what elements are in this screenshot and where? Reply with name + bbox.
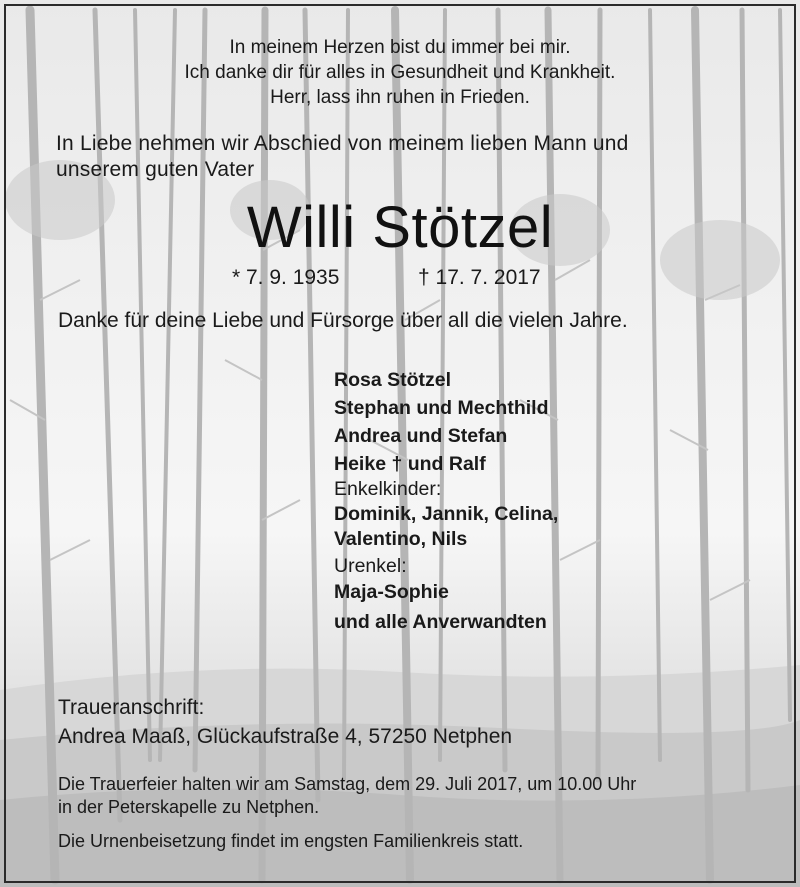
- verse-line-2: Ich danke dir für alles in Gesundheit und Krankheit.: [184, 62, 616, 83]
- family-child-2: Andrea und Stefan: [334, 425, 508, 447]
- grandchildren-line-1: Dominik, Jannik, Celina,: [334, 503, 559, 525]
- great-grandchildren-label: Urenkel:: [334, 555, 407, 577]
- intro-line-2: unserem guten Vater: [56, 158, 255, 181]
- family-wife: Rosa Stötzel: [334, 369, 452, 391]
- grandchildren-label: Enkelkinder:: [334, 478, 442, 500]
- verse-line-1: In meinem Herzen bist du immer bei mir.: [229, 37, 571, 58]
- ceremony-note-line-2: in der Peterskapelle zu Netphen.: [58, 797, 320, 817]
- family-child-3: Heike † und Ralf: [334, 453, 486, 475]
- intro-line-1: In Liebe nehmen wir Abschied von meinem lieben Mann und: [56, 132, 629, 155]
- burial-note: Die Urnenbeisetzung findet im engsten Familienkreis statt.: [58, 831, 524, 851]
- family-child-1: Stephan und Mechthild: [334, 397, 549, 419]
- death-date: † 17. 7. 2017: [418, 266, 541, 289]
- family-list: [334, 366, 558, 636]
- birth-date: * 7. 9. 1935: [232, 266, 340, 289]
- grandchildren-line-2: Valentino, Nils: [334, 528, 468, 550]
- deceased-name: Willi Stötzel: [246, 195, 554, 260]
- thanks-text: Danke für deine Liebe und Fürsorge über all die vielen Jahre.: [58, 309, 628, 332]
- address-label: Traueranschrift:: [58, 696, 205, 719]
- great-grandchild-1: Maja-Sophie: [334, 581, 449, 603]
- ceremony-note-line-1: Die Trauerfeier halten wir am Samstag, dem 29. Juli 2017, um 10.00 Uhr: [58, 774, 637, 794]
- verse-line-3: Herr, lass ihn ruhen in Frieden.: [270, 87, 530, 108]
- relatives-line: und alle Anverwandten: [334, 611, 547, 633]
- address-value: Andrea Maaß, Glückaufstraße 4, 57250 Netphen: [58, 725, 513, 748]
